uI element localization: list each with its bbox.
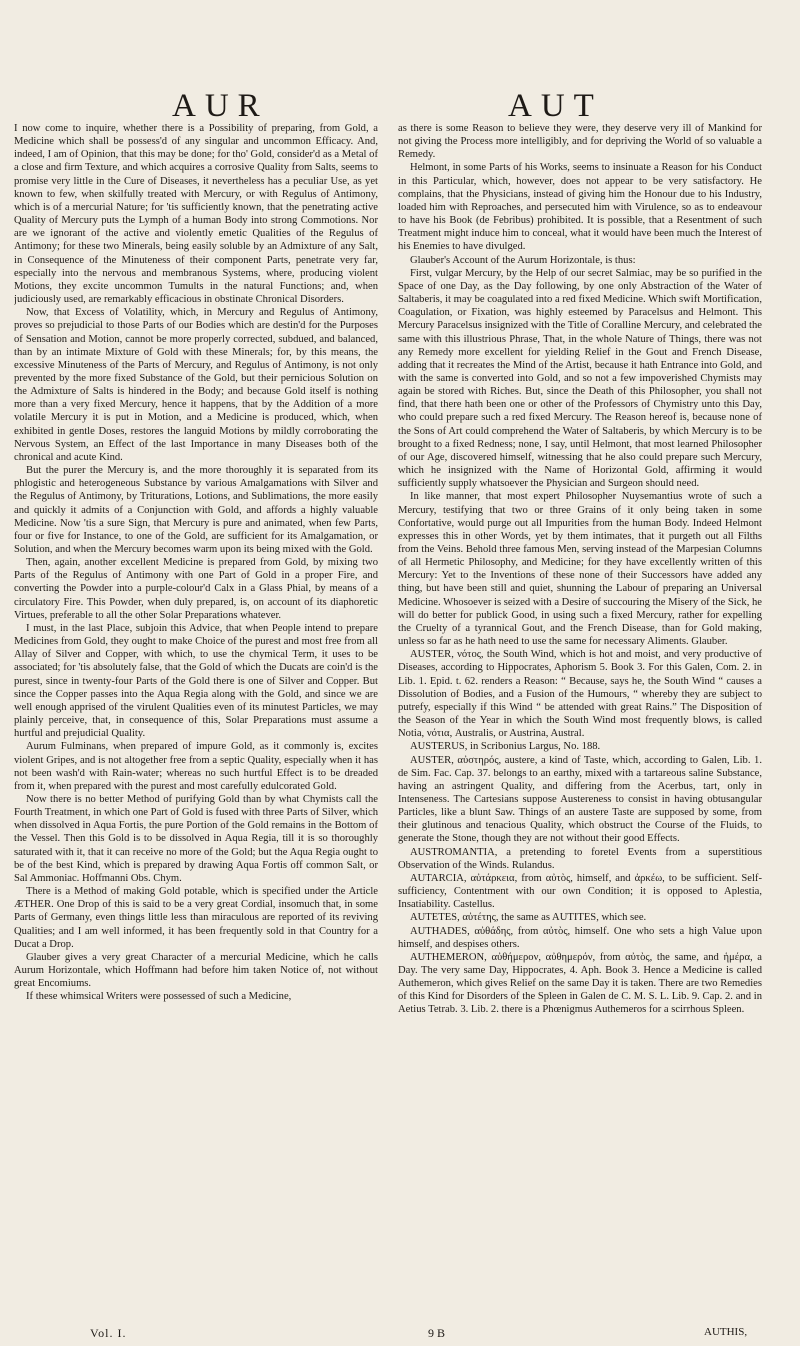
paragraph: Now there is no better Method of purifying Gold than by what Chymists call the Fourth Treatment, in which one Part of Gold is fused with three Parts of Silver, which when dissolved in Aqua Fortis, the pure Portion of the Gold remains in the Bottom of the Vessel. Then this Gold is to be dissolved in Aqua Regia, till it is so thoroughly saturated with it, that it can receive no more of the Gold; but the Aqua Regia ought to be of the best Kind, which is prepared by drawing Aqua Fortis off common Salt, or Sal Ammoniac. Hoffmanni Obs. Chym. <box>14 793 378 884</box>
paragraph: Aurum Fulminans, when prepared of impure Gold, as it commonly is, excites violent Gripes, and is not altogether free from a septic Quality, especially when it has not been wash'd with Rain-water; whereas no such hurtful Effect is to be dreaded from it, when prepared with the purest and most carefully edulcorated Gold. <box>14 741 378 792</box>
paragraph: Helmont, in some Parts of his Works, seems to insinuate a Reason for his Conduct in this Particular, which, however, does not appear to be very satisfactory. He complains, that the Physicians, instead of giving him the Honour due to his Industry, loaded him with Reproaches, and persecuted him with Virulence, so as to endeavour to have his Book (de Febribus) prohibited. It is possible, that a Resentment of such Treatment might induce him to conceal, what it would have been much the Interest of his Enemies to have divulged. <box>398 162 762 253</box>
dictionary-entry: AUSTROMANTIA, a pretending to foretel Events from a superstitious Observation of the Winds. Rulandus. <box>398 846 762 871</box>
paragraph: as there is some Reason to believe they were, they deserve very ill of Mankind for not giving the Process more intelligibly, and for depriving the World of so valuable a Remedy. <box>398 123 762 161</box>
left-column <box>14 122 378 1318</box>
right-column <box>398 122 762 1318</box>
paragraph: There is a Method of making Gold potable, which is specified under the Article ÆTHER. One Drop of this is said to be a very great Cordial, insomuch that, in some Parts of Germany, even things little less than miraculous are reported of its reviving Qualities; and I am well informed, it has been frequently sold in that Country for a Ducat a Drop. <box>14 886 378 950</box>
running-head-right: AUT <box>508 88 603 124</box>
paragraph: But the purer the Mercury is, and the more thoroughly it is separated from its phlogistic and heterogeneous Substance by various Amalgamations with Silver and the Regulus of Antimony, by Triturations, Lotions, and Sublimations, the more easily and quickly it admits of a Conjunction with Gold, and affords a highly valuable Medicine. Now 'tis a sure Sign, that Mercury is pure and animated, when few Parts, four or five for Instance, to one of the Gold, are sufficient for its Amalgamation, or Solution, and when the Mercury becomes warm upon its being mixed with the Gold. <box>14 465 378 555</box>
paragraph: Glauber's Account of the Aurum Horizontale, is thus: <box>410 254 636 266</box>
paragraph: I must, in the last Place, subjoin this Advice, that when People intend to prepare Medicines from Gold, they ought to make Choice of the purest and most free from all Allay of Silver and Copper, with which, to use the chymical Term, it uses to be associated; for 'tis absolutely false, that the Gold of which the Ducats are coin'd is the purest, since in twenty-four Parts of the Gold there is one of Silver and Copper. But since the Copper passes into the Aqua Regia along with the Gold, and since we are well enough apprised of the virulent Qualities even of its minutest Particles, we may plainly perceive, that, in consequence of this, Solar Preparations must assume a hurtful and prejudicial Quality. <box>14 622 378 740</box>
volume-number: Vol. I. <box>90 1326 127 1340</box>
paragraph: In like manner, that most expert Philosopher Nuysemantius wrote of such a Mercury, testifying that two or three Grains of it only being taken in some Confortative, would purge out all Impurities from the human Body. Indeed Helmont expresses this in other Words, yet by them intimates, that it purgeth out all Filths from the Veins. Behold three famous Men, serving instead of the Marpesian Columns of all Hermetic Philosophy, and Medicine; for they have excellently written of this Mercury: Yet to the Inventions of these none of their Successors have added any thing, but have been still and quiet, shunning the Labour of preparing an Universal Medicine. Whosoever is seized with a Desire of succouring the Misery of the Sick, he will do better for publick Good, in using such a fixed Mercury, rather for expelling the Cruelty of a tyrannical Gout, and the French Disease, than for Gold making, unless so far as he hath need to use the same for necessary Aliments. Glauber. <box>398 491 762 648</box>
dictionary-entry: AUSTERUS, in Scribonius Largus, No. 188. <box>410 741 601 753</box>
paragraph: I now come to inquire, whether there is a Possibility of preparing, from Gold, a Medicine which shall be possess'd of any singular and uncommon Efficacy. And, indeed, I am of Opinion, that this may be done; for tho' Gold, consider'd as a Metal of a close and firm Texture, and which acquires a corrosive Quality from Salts, seems to promise very little in the Cure of Diseases, it nevertheless has a peculiar Use, as yet known to few, when skilfully treated with Mercury, or with Regulus of Antimony, which is of a mercurial Nature; for 'tis sufficiently known, that the penetrating active Quality of Mercury puts the Lymph of a human Body into strong Commotions. Nor are we ignorant of the active and violently emetic Qualities of the Regulus of Antimony; for these two Minerals, being easily soluble by an Admixture of any Salt, in Consequence of the Minuteness of their component Parts, penetrate very far, especially into the nervous and membranous Systems, where, producing violent Motions, they excite uncommon Tumults in the natural Functions; and, when judiciously used, are remarkably efficacious in obstinate Chronical Disorders. <box>14 123 378 306</box>
dictionary-entry: AUSTER, αὐστηρός, austere, a kind of Taste, which, according to Galen, Lib. 1. de Sim. Fac. Cap. 37. belongs to an earthy, mixed with a tartareous saline Substance, having an astringent Quality, and differing from the Acerbus, tart, only in Intenseness. The Cartesians suppose Austereness to consist in having obtusangular Particles, like a blunt Saw. Things of an austere Taste are supposed by some, from their glutinous and tenacious Quality, which obstruct the Course of the Fluids, to generate the Stone, though they are not without their good Effects. <box>398 754 762 845</box>
paragraph: Now, that Excess of Volatility, which, in Mercury and Regulus of Antimony, proves so prejudicial to those Parts of our Bodies which are destin'd for the Purposes of Sensation and Motion, cannot be more properly corrected, subdued, and balanced, than by an intimate Mixture of Gold with these Minerals; for, by this means, the excessive Minuteness of the Parts of Mercury, and Regulus of Antimony, is not only prevented by the more fixed Substance of the Gold, but their pernicious Solution on the Admixture of Salts is hindered in the Body; and because Gold itself is nothing more than a very fixed Mercury, hence it happens, that by the Addition of a more volatile Mercury it is put in Motion, and a Medicine is produced, which, when exhibited in gentle Doses, restores the languid Motions by mildly corroborating the Nervous System, an Effect of the last Importance in many Diseases both of the chronical and acute Kind. <box>14 307 378 463</box>
paragraph: If these whimsical Writers were possessed of such a Medicine, <box>26 991 292 1003</box>
running-head-left: AUR <box>172 88 269 124</box>
paragraph: First, vulgar Mercury, by the Help of our secret Salmiac, may be so purified in the Space of one Day, as the Day following, by one only Abstraction of the Water of Saltaberis, it may be coagulated into a red fixed Medicine. Which swift Mortification, Coagulation, or Fixation, was highly esteemed by Paracelsus and Helmont. This Mercury Paracelsus insignized with the Title of Coralline Mercury, and celebrated the same with this illustrious Phrase, That, in the whole Nature of Things, there was not any Remedy more excellent for yielding Relief in the Gout and French Disease, adding that it recreates the Mind of the Artist, because it hath Entrance into Gold, and with the same is converted into Gold, and so not a few impoverished Chymists may again be stored with Riches. But, since the Death of this Philosopher, you shall not find, that there hath been one or other of the Professors of Chymistry unto this Day, who could prepare such a red fixed Mercury. The Reason hereof is, because none of the Sons of Art could comprehend the Water of Saltaberis, by which Mercury is to be brought to a fixed Redness; none, I say, until Helmont, that most learned Philosopher of our Age, discovered himself, witnessing that he also could prepare such Mercury, which he insignized with the Name of Horizontal Gold, affirming it would sufficiently supply whatsoever the Physician and Surgeon should need. <box>398 267 762 490</box>
dictionary-entry: AUTARCIA, αὐτάρκεια, from αὐτὸς, himself, and ἀρκέω, to be sufficient. Self-sufficiency, Contentment with our own Condition; it is opposed to Aplestia, Insatiability. Castellus. <box>398 872 762 911</box>
dictionary-entry: AUTETES, αὐτέτης, the same as AUTITES, which see. <box>410 912 647 924</box>
dictionary-entry: AUTHADES, αὐθάδης, from αὐτὸς, himself. One who sets a high Value upon himself, and despises others. <box>398 925 762 950</box>
dictionary-entry: AUSTER, νότος, the South Wind, which is hot and moist, and very productive of Diseases, according to Hippocrates, Aphorism 5. Book 3. For this Galen, Com. 2. in Lib. 1. Epid. t. 62. renders a Reason: “ Because, says he, the South Wind “ causes a Dissolution of Bodies, and a Fusion of the Humours, “ whereby they are subject to putrefy, especially if this Wind “ be attended with great Rains.” The Disposition of the Season of the Year in which the South Wind most frequently blows, is called Notia, νότια, Australis, or Austrina, Austral. <box>398 649 762 740</box>
dictionary-entry: AUTHEMERON, αὐθήμερον, αὐθημερόν, from αὐτὸς, the same, and ἡμέρα, a Day. The very same Day, Hippocrates, 4. Aph. Book 3. Hence a Medicine is called Authemeron, which gives Relief on the same Day it is taken. There are two Remedies of this Kind for Disorders of the Spleen in Galen de C. M. S. L. Lib. 9. Cap. 2. and in Aetius Tetrab. 3. Lib. 2. there is a Phœnigmus Authemeros for a scirrhous Spleen. <box>398 951 762 1016</box>
signature-mark: 9 B <box>428 1326 446 1340</box>
paragraph: Glauber gives a very great Character of a mercurial Medicine, which he calls Aurum Horizontale, which Hoffmann had before him taken Notice of, not without great Encomiums. <box>14 951 378 990</box>
catchword: AUTHIS, <box>704 1326 748 1338</box>
paragraph: Then, again, another excellent Medicine is prepared from Gold, by mixing two Parts of the Regulus of Antimony with one Part of Gold in a proper Fire, and converting the Powder into a purple-colour'd Calx in a Glass Phial, by means of a circulatory Fire. This Powder, when duly prepared, is, on account of its diaphoretic Virtues, preferable to all the other Solar Preparations whatever. <box>14 557 378 621</box>
